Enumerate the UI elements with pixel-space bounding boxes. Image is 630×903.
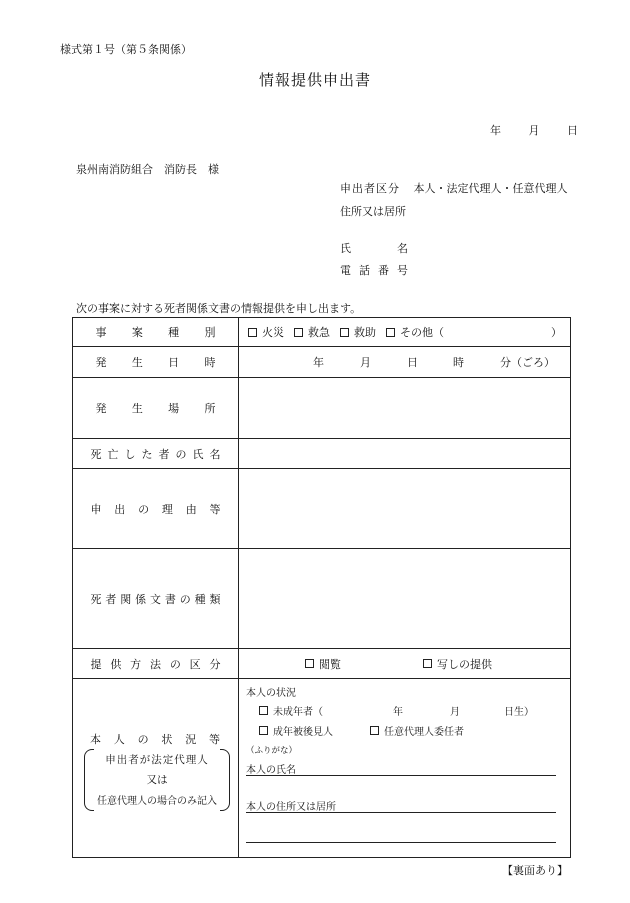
deceased-name-field[interactable] — [239, 439, 570, 468]
incident-type-label — [73, 318, 238, 346]
char: し — [124, 447, 136, 461]
birth-month-unit: 月 — [450, 707, 460, 718]
char: 氏 — [192, 447, 204, 461]
principal-name-line[interactable] — [246, 775, 556, 776]
char: 況 — [185, 733, 197, 746]
char: 本 — [90, 733, 101, 746]
char: 亡 — [107, 447, 119, 461]
principal-status-label — [73, 679, 238, 857]
option-label: その他（ — [400, 326, 444, 339]
reason-label — [73, 469, 238, 548]
char: 日 — [168, 356, 180, 369]
char: 法 — [149, 657, 161, 671]
char: 関 — [120, 592, 132, 606]
char: 者 — [105, 592, 117, 606]
char: 氏 — [340, 242, 351, 255]
checkbox[interactable] — [259, 706, 268, 715]
intro-text: 次の事案に対する死者関係文書の情報提供を申し出ます。 — [76, 302, 362, 315]
char: 理 — [161, 502, 173, 516]
char: 等 — [209, 502, 221, 516]
request-table — [72, 317, 571, 858]
addressee: 泉州南消防組合 消防長 様 — [76, 163, 219, 176]
char: 死 — [90, 592, 102, 606]
checkbox[interactable] — [340, 328, 349, 337]
char: 別 — [204, 326, 216, 339]
option-label: 閲覧 — [319, 657, 341, 671]
char: 所 — [204, 402, 216, 415]
principal-address-label: 本人の住所又は居所 — [246, 802, 336, 813]
provision-method-view[interactable] — [305, 656, 341, 672]
voluntary-principal-option[interactable] — [370, 723, 464, 738]
principal-name-label: 本人の氏名 — [246, 765, 296, 776]
hour-unit: 時 — [453, 356, 464, 369]
char: 案 — [131, 326, 143, 339]
provision-method-options — [239, 649, 570, 678]
provision-method-label — [73, 649, 238, 678]
date-month-label: 月 — [528, 124, 540, 137]
char: 種 — [168, 326, 180, 339]
day-unit: 日 — [407, 356, 418, 369]
bracket-line: 又は — [146, 774, 168, 786]
char: 係 — [135, 592, 147, 606]
minor-option[interactable] — [259, 703, 323, 718]
form-number: 様式第１号（第５条関係） — [60, 43, 192, 56]
char: 時 — [204, 356, 216, 369]
char: 電 — [340, 264, 351, 277]
char: 文 — [150, 592, 161, 606]
incident-type-ems[interactable] — [294, 324, 330, 340]
char: 方 — [130, 657, 142, 671]
char: 発 — [95, 402, 107, 415]
char: 発 — [95, 356, 107, 369]
document-type-label — [73, 549, 238, 648]
char: 等 — [208, 733, 220, 746]
char: 話 — [359, 264, 370, 277]
option-label: 救助 — [354, 326, 376, 339]
applicant-name-label — [340, 240, 408, 256]
occurrence-datetime-label — [73, 347, 238, 377]
option-label: 成年被後見人 — [273, 727, 333, 738]
applicant-phone-label — [340, 262, 408, 278]
birth-year-unit: 年 — [393, 707, 403, 718]
applicant-category-options: 本人・法定代理人・任意代理人 — [413, 182, 568, 195]
principal-address-line-2[interactable] — [246, 842, 556, 843]
char: 状 — [161, 733, 173, 746]
char: 申 — [90, 502, 102, 516]
bracket-line: 任意代理人の場合のみ記入 — [97, 796, 217, 807]
birth-day-unit: 日生） — [504, 707, 534, 718]
back-side-note: 【裏面あり】 — [502, 864, 568, 877]
char: 番 — [378, 264, 389, 277]
char: 名 — [397, 242, 408, 255]
checkbox[interactable] — [386, 328, 395, 337]
minute-unit: 分（ごろ） — [500, 356, 555, 369]
adult-ward-option[interactable] — [259, 723, 333, 738]
char: 生 — [131, 402, 143, 415]
char: 出 — [114, 502, 126, 516]
reason-field[interactable] — [239, 469, 570, 548]
checkbox[interactable] — [259, 726, 268, 735]
year-unit: 年 — [313, 356, 324, 369]
option-label: 写しの提供 — [437, 657, 492, 671]
char: の — [169, 657, 181, 671]
document-type-field[interactable] — [239, 549, 570, 648]
incident-type-fire[interactable] — [248, 324, 284, 340]
checkbox[interactable] — [248, 328, 257, 337]
checkbox[interactable] — [370, 726, 379, 735]
char: の — [138, 502, 150, 516]
provision-method-copy[interactable] — [423, 656, 492, 672]
char: 種 — [194, 592, 206, 606]
char: 号 — [397, 264, 408, 277]
char: 提 — [90, 657, 102, 671]
checkbox[interactable] — [305, 659, 314, 668]
principal-status-field — [239, 679, 570, 857]
occurrence-datetime-field[interactable] — [239, 347, 570, 377]
option-label: 火災 — [262, 326, 284, 339]
principal-status-title — [90, 731, 220, 747]
occurrence-place-field[interactable] — [239, 378, 570, 438]
char: 供 — [110, 657, 122, 671]
char: 生 — [131, 356, 143, 369]
char: 名 — [209, 447, 221, 461]
char: 死 — [90, 447, 102, 461]
incident-type-rescue[interactable] — [340, 324, 376, 340]
char: 人 — [113, 733, 125, 746]
status-heading: 本人の状況 — [246, 688, 296, 699]
char: た — [141, 447, 153, 461]
char: の — [179, 592, 191, 606]
occurrence-place-label — [73, 378, 238, 438]
incident-type-other[interactable] — [386, 324, 444, 340]
applicant-category-label: 申出者区分 — [340, 182, 400, 195]
char: の — [175, 447, 187, 461]
date-day-label: 日 — [567, 124, 578, 137]
checkbox[interactable] — [294, 328, 303, 337]
char: 書 — [164, 592, 176, 606]
deceased-name-label — [73, 439, 238, 468]
date-line — [490, 122, 578, 138]
char: 事 — [95, 326, 107, 339]
option-label: 未成年者（ — [273, 707, 323, 718]
incident-type-options — [239, 318, 570, 346]
close-paren: ） — [551, 326, 562, 339]
applicant-address-label: 住所又は居所 — [340, 205, 406, 218]
bracket-line: 申出者が法定代理人 — [105, 754, 209, 766]
option-label: 救急 — [308, 326, 330, 339]
principal-address-line[interactable] — [246, 812, 556, 813]
page-title: 情報提供申出書 — [258, 71, 371, 89]
char: 区 — [189, 657, 201, 671]
char: 場 — [168, 402, 180, 415]
date-year-label: 年 — [490, 124, 501, 137]
checkbox[interactable] — [423, 659, 432, 668]
char: の — [137, 733, 149, 746]
applicant-category — [340, 180, 568, 196]
char: 分 — [209, 657, 221, 671]
bracket-note — [84, 749, 230, 811]
char: 由 — [185, 502, 197, 516]
char: 者 — [158, 447, 170, 461]
month-unit: 月 — [360, 356, 371, 369]
char: 類 — [209, 592, 221, 606]
furigana-label: （ふりがな） — [246, 746, 298, 756]
option-label: 任意代理人委任者 — [384, 727, 464, 738]
